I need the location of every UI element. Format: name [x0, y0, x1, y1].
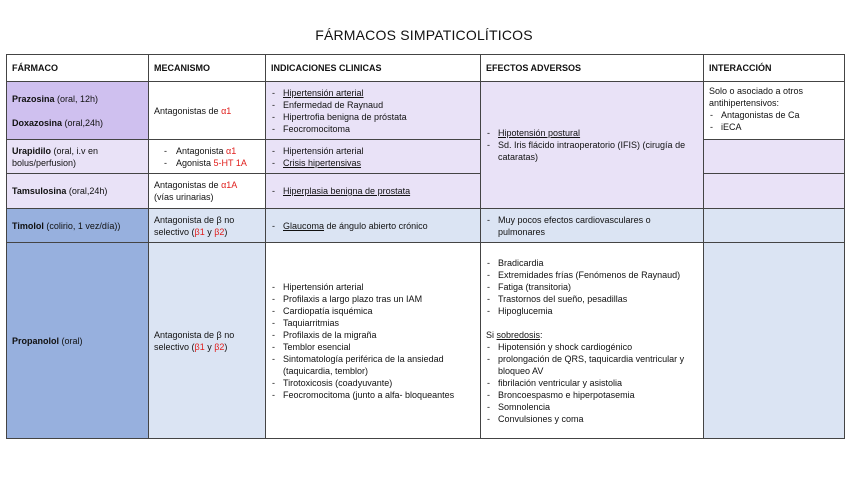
list-item: - Somnolencia — [486, 401, 698, 413]
list-item: - Antagonista α1 — [154, 145, 260, 157]
list-item: - iECA — [709, 121, 839, 133]
header-row — [7, 55, 845, 82]
drug-table — [6, 54, 845, 439]
list-item: - Antagonistas de Ca — [709, 109, 839, 121]
list-item: - Taquiarritmias — [271, 317, 475, 329]
adverse-alpha — [481, 82, 704, 209]
list-item: - Hipertensión arterial — [271, 281, 475, 293]
ind-tamsulosina — [266, 174, 481, 209]
list-item: - Hipertrofia benigna de próstata — [271, 111, 475, 123]
list-item: - Hiperplasia benigna de prostata — [271, 185, 475, 197]
ind-prazosina — [266, 82, 481, 140]
mech-tamsulosina: Antagonistas de α1A (vías urinarias) — [149, 174, 266, 209]
mech-urapidilo — [149, 140, 266, 174]
row-urapidilo — [7, 140, 845, 174]
interaction-empty-4 — [704, 243, 845, 439]
list-item: - Tirotoxicosis (coadyuvante) — [271, 377, 475, 389]
list-item: - fibrilación ventricular y asistolia — [486, 377, 698, 389]
ind-urapidilo — [266, 140, 481, 174]
header-farmaco: FÁRMACO — [7, 55, 149, 82]
adverse-timolol — [481, 209, 704, 243]
list-item: - Temblor esencial — [271, 341, 475, 353]
row-propanolol — [7, 243, 845, 439]
list-item: - prolongación de QRS, taquicardia ventricular y bloqueo AV — [486, 353, 698, 377]
header-indicaciones: INDICACIONES CLINICAS — [266, 55, 481, 82]
list-item: - Broncoespasmo e hiperpotasemia — [486, 389, 698, 401]
list-item: - Hipertensión arterial — [271, 145, 475, 157]
list-item: - Profilaxis a largo plazo tras un IAM — [271, 293, 475, 305]
mech-prazosina: Antagonistas de α1 — [149, 82, 266, 140]
list-item: - Feocromocitoma (junto a alfa- bloqueantes — [271, 389, 475, 401]
list-item: - Agonista 5-HT 1A — [154, 157, 260, 169]
list-item: - Muy pocos efectos cardiovasculares o pulmonares — [486, 214, 698, 238]
ind-timolol — [266, 209, 481, 243]
interaction-cell: Solo o asociado a otros antihipertensivos: - Antagonistas de Ca - iECA — [704, 82, 845, 140]
list-item: - Crisis hipertensivas — [271, 157, 475, 169]
drug-prazosina: Prazosina (oral, 12h) Doxazosina (oral,24h) — [7, 82, 149, 140]
drug-timolol: Timolol (colirio, 1 vez/día)) — [7, 209, 149, 243]
list-item: - Hipertensión arterial — [271, 87, 475, 99]
row-timolol — [7, 209, 845, 243]
interaction-empty-3 — [704, 209, 845, 243]
adverse-propanolol — [481, 243, 704, 439]
list-item: - Enfermedad de Raynaud — [271, 99, 475, 111]
list-item: - Profilaxis de la migraña — [271, 329, 475, 341]
ind-propanolol — [266, 243, 481, 439]
interaction-empty-1 — [704, 140, 845, 174]
list-item: - Hipoglucemia — [486, 305, 698, 317]
list-item: - Glaucoma de ángulo abierto crónico — [271, 220, 475, 232]
list-item: - Sd. Iris flácido intraoperatorio (IFIS) (cirugía de cataratas) — [486, 139, 698, 163]
page-title: FÁRMACOS SIMPATICOLÍTICOS — [315, 27, 533, 43]
header-mecanismo: MECANISMO — [149, 55, 266, 82]
list-item: - Extremidades frías (Fenómenos de Raynaud) — [486, 269, 698, 281]
list-item: - Hipotensión postural — [486, 127, 698, 139]
list-item: - Bradicardia — [486, 257, 698, 269]
list-item: - Feocromocitoma — [271, 123, 475, 135]
list-item: - Convulsiones y coma — [486, 413, 698, 425]
list-item: - Trastornos del sueño, pesadillas — [486, 293, 698, 305]
drug-tamsulosina: Tamsulosina (oral,24h) — [7, 174, 149, 209]
header-efectos: EFECTOS ADVERSOS — [481, 55, 704, 82]
row-prazosina — [7, 82, 845, 140]
drug-urapidilo: Urapidilo (oral, i.v en bolus/perfusion) — [7, 140, 149, 174]
list-item: - Fatiga (transitoria) — [486, 281, 698, 293]
row-tamsulosina — [7, 174, 845, 209]
mech-propanolol: Antagonista de β no selectivo (β1 y β2) — [149, 243, 266, 439]
list-item: - Hipotensión y shock cardiogénico — [486, 341, 698, 353]
overdose-heading: Si sobredosis: — [486, 329, 543, 340]
header-interaccion: INTERACCIÓN — [704, 55, 845, 82]
mech-timolol: Antagonista de β no selectivo (β1 y β2) — [149, 209, 266, 243]
list-item: - Cardiopatía isquémica — [271, 305, 475, 317]
list-item: - Sintomatología periférica de la ansiedad (taquicardia, temblor) — [271, 353, 475, 377]
drug-propanolol: Propanolol (oral) — [7, 243, 149, 439]
interaction-empty-2 — [704, 174, 845, 209]
